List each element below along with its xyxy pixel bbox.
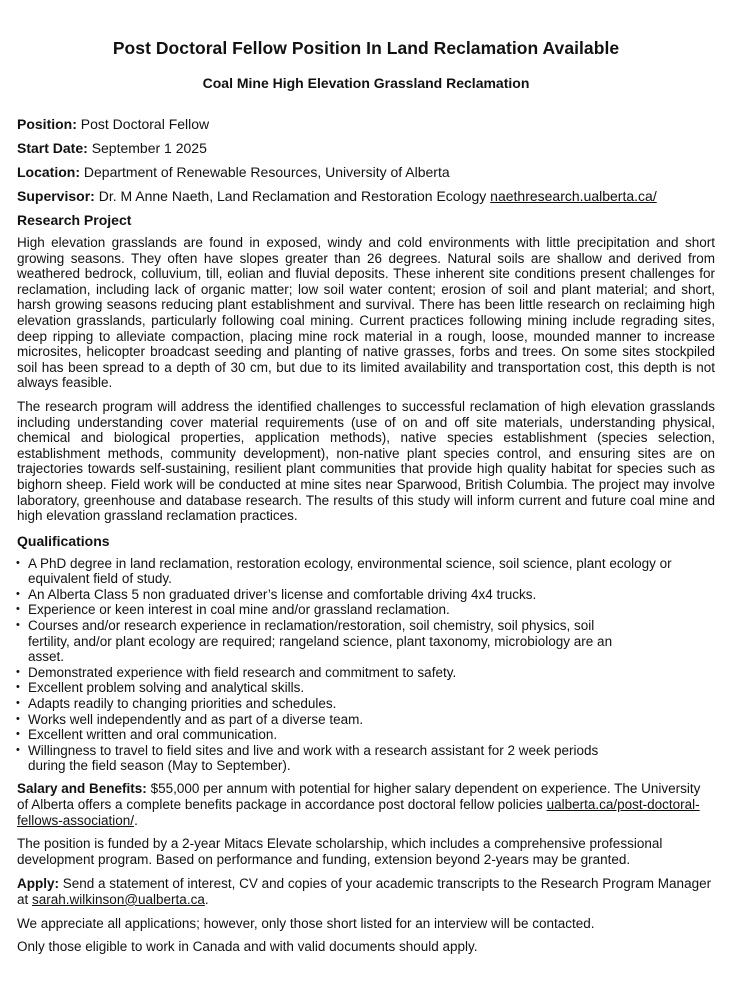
location-label: Location: [17, 164, 80, 180]
qualifications-heading: Qualifications [17, 532, 110, 549]
research-paragraph-1: High elevation grasslands are found in exposed, windy and cold environments with little precipitation and short growing seasons. They often have slopes greater than 26 degrees. Natural soils are shallow and derived from weathered bedrock, colluvium, till, eolian and fluvial deposits. These inherent site conditions present challenges for reclamation, including lack of organic matter; low soil water content; erosion of soil and plant material; and short, harsh growing seasons reducing plant establishment and survival. There has been little research on reclaiming high elevation grasslands, particularly following coal mining. Current practices following mining include regrading sites, deep ripping to alleviate compaction, placing mine rock material in a rough, loose, mounded manner to increase microsites, helicopter broadcast seeding and planting of native grasses, forbs and trees. On some sites stockpiled soil has been spread to a depth of 30 cm, but due to its limited availability and transportation cost, this depth is not always feasible. [17, 235, 715, 391]
start-date-value: September 1 2025 [91, 140, 207, 156]
start-date-field [17, 140, 715, 157]
salary-benefits: Salary and Benefits: $55,000 per annum with potential for higher salary dependent on experience. The University of Alberta offers a complete benefits package in accordance post doctoral fellow policies ualberta.ca/post-doctoral-fellows-association/. [17, 781, 701, 828]
qualification-item: • Demonstrated experience with field research and commitment to safety. [17, 665, 715, 681]
qualification-item: • Works well independently and as part of a diverse team. [17, 712, 715, 728]
apply-label: Apply: [17, 875, 59, 891]
supervisor-field [17, 188, 715, 205]
qualification-item: • Experience or keen interest in coal mine and/or grassland reclamation. [17, 602, 715, 618]
qualification-item: • Willingness to travel to field sites and live and work with a research assistant for 2 week periods during the field season (May to September). [17, 743, 715, 774]
start-date-label: Start Date: [17, 140, 88, 156]
supervisor-label: Supervisor: [17, 188, 95, 204]
supervisor-value: Dr. M Anne Naeth, Land Reclamation and Restoration Ecology [98, 188, 487, 204]
position-field [17, 116, 715, 133]
funding-statement: The position is funded by a 2-year Mitacs Elevate scholarship, which includes a comprehensive professional development program. Based on performance and funding, extension beyond 2-years may be granted. [17, 836, 663, 868]
position-label: Position: [17, 116, 77, 132]
qualification-item: • Excellent problem solving and analytical skills. [17, 680, 715, 696]
location-value: Department of Renewable Resources, University of Alberta [83, 164, 450, 180]
qualification-item: • An Alberta Class 5 non graduated driver’s license and comfortable driving 4x4 trucks. [17, 587, 715, 603]
salary-label: Salary and Benefits: [17, 781, 147, 796]
qualification-item: • Excellent written and oral communication. [17, 727, 715, 743]
supervisor-website-link[interactable]: naethresearch.ualberta.ca/ [490, 188, 657, 204]
contact-email-link[interactable]: sarah.wilkinson@ualberta.ca [32, 891, 205, 907]
pdf-policies-link[interactable]: ualberta.ca/post-doctoral-fellows-association/ [17, 796, 700, 828]
qualification-item: • Courses and/or research experience in reclamation/restoration, soil chemistry, soil physics, soil fertility, and/or plant ecology are required; rangeland science, plant taxonomy, microbiology are an asset. [17, 618, 715, 665]
research-heading: Research Project [17, 212, 132, 228]
research-paragraph-2: The research program will address the identified challenges to successful reclamation of high elevation grasslands including understanding cover material requirements (use of on and off site materials, understanding physical, chemical and biological properties, application methods), native species establishment (species selection, establishment methods, community development), non-native plant species control, and ensuring sites are on trajectories towards self-sustaining, resilient plant communities that provide high quality habitat for species such as bighorn sheep. Field work will be conducted at mine sites near Sparwood, British Columbia. The project may involve laboratory, greenhouse and database research. The results of this study will inform current and future coal mine and high elevation grassland reclamation practices. [17, 398, 715, 524]
location-field [17, 164, 715, 181]
eligibility-note: Only those eligible to work in Canada and with valid documents should apply. [17, 939, 478, 955]
apply-instructions: Apply: Send a statement of interest, CV and copies of your academic transcripts to the Research Program Manager at sarah.wilkinson@ualberta.ca. [17, 875, 712, 907]
page-subtitle: Coal Mine High Elevation Grassland Reclamation [202, 75, 530, 91]
salary-text: $55,000 per annum with potential for higher salary dependent on experience. The University of Alberta offers a complete benefits package in accordance post doctoral fellow policies [17, 781, 701, 812]
qualification-item: • A PhD degree in land reclamation, restoration ecology, environmental science, soil science, plant ecology or equivalent field of study. [17, 556, 715, 587]
apply-text: Send a statement of interest, CV and copies of your academic transcripts to the Research Program Manager at [17, 875, 712, 907]
page-title: Post Doctoral Fellow Position In Land Reclamation Available [112, 38, 620, 58]
appreciation-note: We appreciate all applications; however, only those short listed for an interview will be contacted. [17, 915, 595, 931]
qualifications-list [17, 556, 715, 774]
position-value: Post Doctoral Fellow [80, 116, 210, 132]
qualification-item: • Adapts readily to changing priorities and schedules. [17, 696, 715, 712]
